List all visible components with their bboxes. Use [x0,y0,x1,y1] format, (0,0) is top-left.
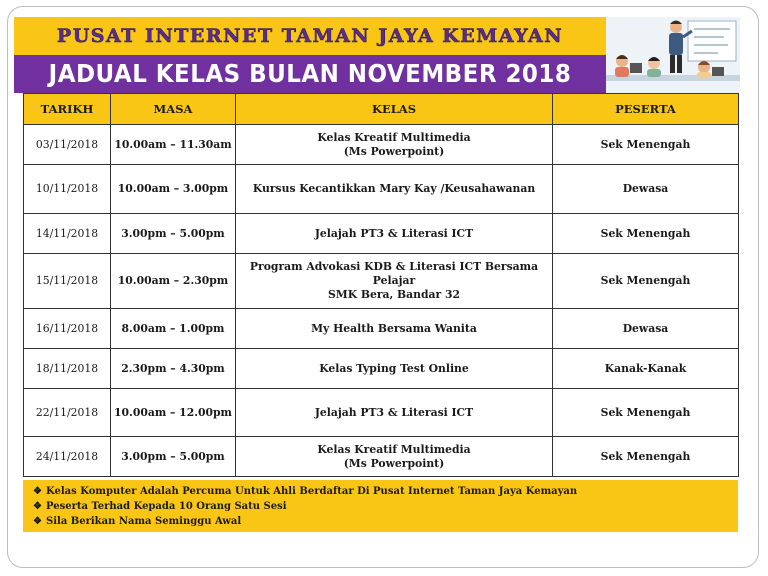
cell-masa: 3.00pm – 5.00pm [111,214,236,254]
note-text: Kelas Komputer Adalah Percuma Untuk Ahli Berdaftar Di Pusat Internet Taman Jaya Kemayan [46,486,578,497]
table-row [24,254,739,309]
cell-masa: 3.00pm – 5.00pm [111,437,236,477]
diamond-bullet-icon: ❖ [33,516,42,527]
cell-kelas [236,125,553,165]
kelas-line: My Health Bersama Wanita [311,321,477,335]
cell-peserta: Sek Menengah [553,389,739,437]
cell-tarikh: 15/11/2018 [24,254,111,309]
kelas-line: (Ms Powerpoint) [343,456,445,470]
header-banner-top [14,17,606,55]
table-header-row [24,94,739,125]
cell-tarikh: 24/11/2018 [24,437,111,477]
header-peserta: PESERTA [553,94,739,125]
note-text: Peserta Terhad Kepada 10 Orang Satu Sesi [46,501,287,512]
kelas-line: Kelas Typing Test Online [319,361,469,375]
cell-peserta: Sek Menengah [553,437,739,477]
cell-peserta: Kanak-Kanak [553,349,739,389]
header-masa: MASA [111,94,236,125]
table-row [24,389,739,437]
kelas-line: Kursus Kecantikkan Mary Kay /Keusahawanan [252,182,536,195]
note-item [33,514,728,529]
class-schedule-table [23,93,739,477]
cell-tarikh: 16/11/2018 [24,309,111,349]
cell-kelas [236,165,553,214]
cell-kelas [236,437,553,477]
kelas-line: SMK Bera, Bandar 32 [327,288,461,301]
cell-tarikh: 10/11/2018 [24,165,111,214]
center-name-title: PUSAT INTERNET TAMAN JAYA KEMAYAN [56,25,564,47]
cell-kelas [236,254,553,309]
table-row [24,214,739,254]
kelas-line: Jelajah PT3 & Literasi ICT [314,226,474,240]
cell-peserta: Dewasa [553,309,739,349]
cell-masa: 10.00am – 2.30pm [111,254,236,309]
cell-tarikh: 22/11/2018 [24,389,111,437]
cell-peserta: Sek Menengah [553,214,739,254]
table-row [24,125,739,165]
cell-peserta: Sek Menengah [553,254,739,309]
header-kelas: KELAS [236,94,553,125]
cell-tarikh: 14/11/2018 [24,214,111,254]
cell-kelas [236,389,553,437]
cell-peserta: Sek Menengah [553,125,739,165]
diamond-bullet-icon: ❖ [33,501,42,512]
note-item [33,499,728,514]
schedule-title: JADUAL KELAS BULAN NOVEMBER 2018 [48,59,572,88]
cell-kelas [236,309,553,349]
kelas-line: Kelas Kreatif Multimedia [317,130,471,144]
kelas-line: (Ms Powerpoint) [343,144,445,158]
cell-tarikh: 03/11/2018 [24,125,111,165]
header-tarikh: TARIKH [24,94,111,125]
table-row [24,349,739,389]
note-text: Sila Berikan Nama Seminggu Awal [46,516,242,527]
diamond-bullet-icon: ❖ [33,486,42,497]
kelas-line: Jelajah PT3 & Literasi ICT [314,405,474,419]
cell-masa: 10.00am – 12.00pm [111,389,236,437]
cell-kelas [236,349,553,389]
notes-box [23,480,738,532]
kelas-line: Program Advokasi KDB & Literasi ICT Bersama Pelajar [249,260,539,287]
cell-masa: 10.00am – 11.30am [111,125,236,165]
cell-peserta: Dewasa [553,165,739,214]
table-row [24,309,739,349]
header-banner-bottom [14,55,606,93]
classroom-illustration [606,17,740,93]
cell-masa: 2.30pm – 4.30pm [111,349,236,389]
note-item [33,484,728,499]
cell-masa: 10.00am – 3.00pm [111,165,236,214]
cell-tarikh: 18/11/2018 [24,349,111,389]
kelas-line: Kelas Kreatif Multimedia [317,442,471,456]
cell-kelas [236,214,553,254]
cell-masa: 8.00am – 1.00pm [111,309,236,349]
table-row [24,437,739,477]
table-row [24,165,739,214]
